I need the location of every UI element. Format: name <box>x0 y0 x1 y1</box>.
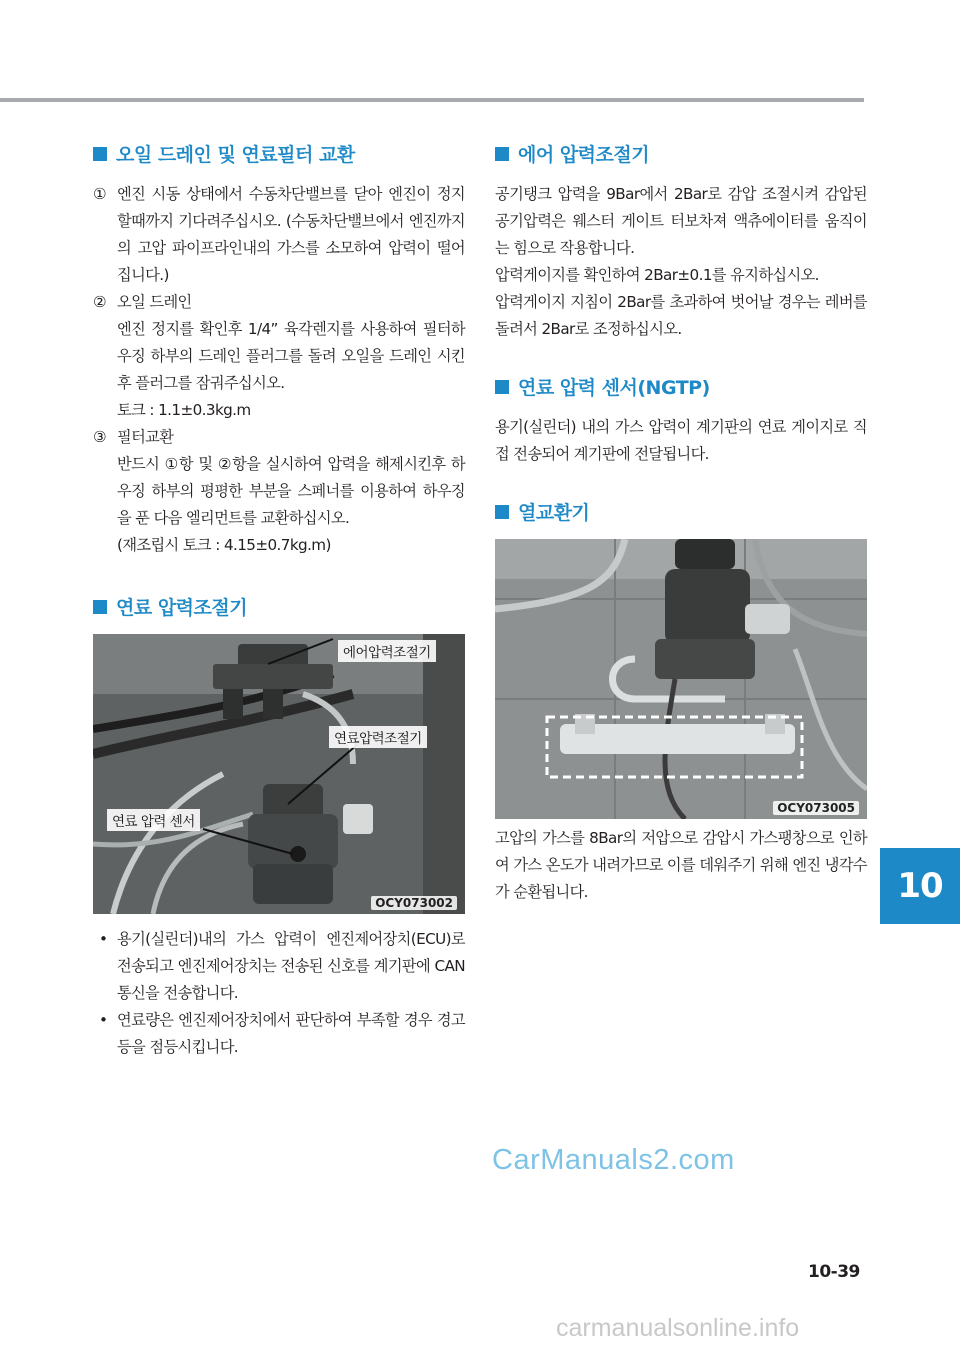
section-title-heat-exchanger <box>495 498 867 525</box>
bullet-dot-icon: • <box>99 1011 108 1029</box>
left-column <box>93 140 465 1061</box>
step-text: 반드시 ①항 및 ②항을 실시하여 압력을 해제시킨후 하우징 하부의 평평한 부분을 스페너를 이용하여 하우징을 푼 다음 엘리먼트를 교환하십시오. <box>117 455 465 527</box>
step-3 <box>93 424 465 451</box>
bullet-item-2 <box>93 1007 465 1061</box>
step-number: ③ <box>93 428 107 446</box>
header-rule <box>0 98 864 102</box>
bullet-dot-icon: • <box>99 930 108 948</box>
section-square-icon <box>495 505 509 519</box>
section-square-icon <box>495 147 509 161</box>
step-torque: (재조립시 토크 : 4.15±0.7kg.m) <box>117 536 331 554</box>
step-1 <box>93 181 465 289</box>
step-number: ① <box>93 185 107 203</box>
heat-exchanger-illustration <box>495 539 867 819</box>
step-heading: 필터교환 <box>117 428 174 446</box>
section-title-text: 열교환기 <box>518 502 590 524</box>
paragraph: 용기(실린더) 내의 가스 압력이 계기판의 연료 게이지로 직접 전송되어 계기판에 전달됩니다. <box>495 418 867 463</box>
section-square-icon <box>93 600 107 614</box>
step-torque: 토크 : 1.1±0.3kg.m <box>117 401 251 419</box>
paragraph: 압력게이지 지침이 2Bar를 초과하여 벗어날 경우는 레버를 돌려서 2Bar로 조정하십시오. <box>495 293 867 338</box>
section-title-fuel-sensor <box>495 373 867 400</box>
bullet-item-1 <box>93 926 465 1007</box>
section-title-text: 연료 압력조절기 <box>116 597 248 619</box>
callout-air-regulator: 에어압력조절기 <box>338 640 436 662</box>
watermark-carmanuals2: CarManuals2.com <box>492 1144 735 1176</box>
section-square-icon <box>93 147 107 161</box>
paragraph: 공기탱크 압력을 9Bar에서 2Bar로 감압 조절시켜 감압된 공기압력은 웨스터 게이트 터보차져 액츄에이터를 움직이는 힘으로 작용합니다. <box>495 185 867 257</box>
bullet-text: 연료량은 엔진제어장치에서 판단하여 부족할 경우 경고등을 점등시킵니다. <box>117 1011 465 1056</box>
step-text: 엔진 정지를 확인후 1/4” 육각렌지를 사용하여 필터하우징 하부의 드레인 플러그를 돌려 오일을 드레인 시킨후 플러그를 잠궈주십시오. <box>117 320 465 392</box>
chapter-tab: 10 <box>880 848 960 924</box>
paragraph: 압력게이지를 확인하여 2Bar±0.1를 유지하십시오. <box>495 266 819 284</box>
step-2 <box>93 289 465 316</box>
page-number: 10-39 <box>808 1262 860 1282</box>
section-square-icon <box>495 380 509 394</box>
section-title-air-regulator <box>495 140 867 167</box>
step-heading: 오일 드레인 <box>117 293 192 311</box>
section-title-fuel-regulator <box>93 593 465 620</box>
figure-code: OCY073005 <box>773 801 859 815</box>
paragraph: 고압의 가스를 8Bar의 저압으로 감압시 가스팽창으로 인하여 가스 온도가 내려가므로 이를 데워주기 위해 엔진 냉각수가 순환됩니다. <box>495 829 867 901</box>
watermark-carmanualsonline: carmanualsonline.info <box>556 1314 800 1342</box>
section-title-text: 에어 압력조절기 <box>518 144 650 166</box>
right-column <box>495 140 867 906</box>
step-text: 엔진 시동 상태에서 수동차단밸브를 닫아 엔진이 정지 할때까지 기다려주십시오. (수동차단밸브에서 엔진까지의 고압 파이프라인내의 가스를 소모하여 압력이 떨어집니다.) <box>117 185 465 284</box>
callout-fuel-pressure-sensor: 연료 압력 센서 <box>107 809 200 831</box>
figure-heat-exchanger-photo <box>495 539 867 819</box>
engine-photo-illustration <box>93 634 465 914</box>
bullet-text: 용기(실린더)내의 가스 압력이 엔진제어장치(ECU)로 전송되고 엔진제어장치는 전송된 신호를 계기판에 CAN통신을 전송합니다. <box>117 930 465 1002</box>
callout-fuel-regulator: 연료압력조절기 <box>329 726 427 748</box>
section-title-oil-drain <box>93 140 465 167</box>
step-number: ② <box>93 293 107 311</box>
figure-code: OCY073002 <box>371 896 457 910</box>
section-title-text: 오일 드레인 및 연료필터 교환 <box>116 144 355 166</box>
section-title-text: 연료 압력 센서(NGTP) <box>518 377 710 399</box>
figure-fuel-regulator-photo <box>93 634 465 914</box>
